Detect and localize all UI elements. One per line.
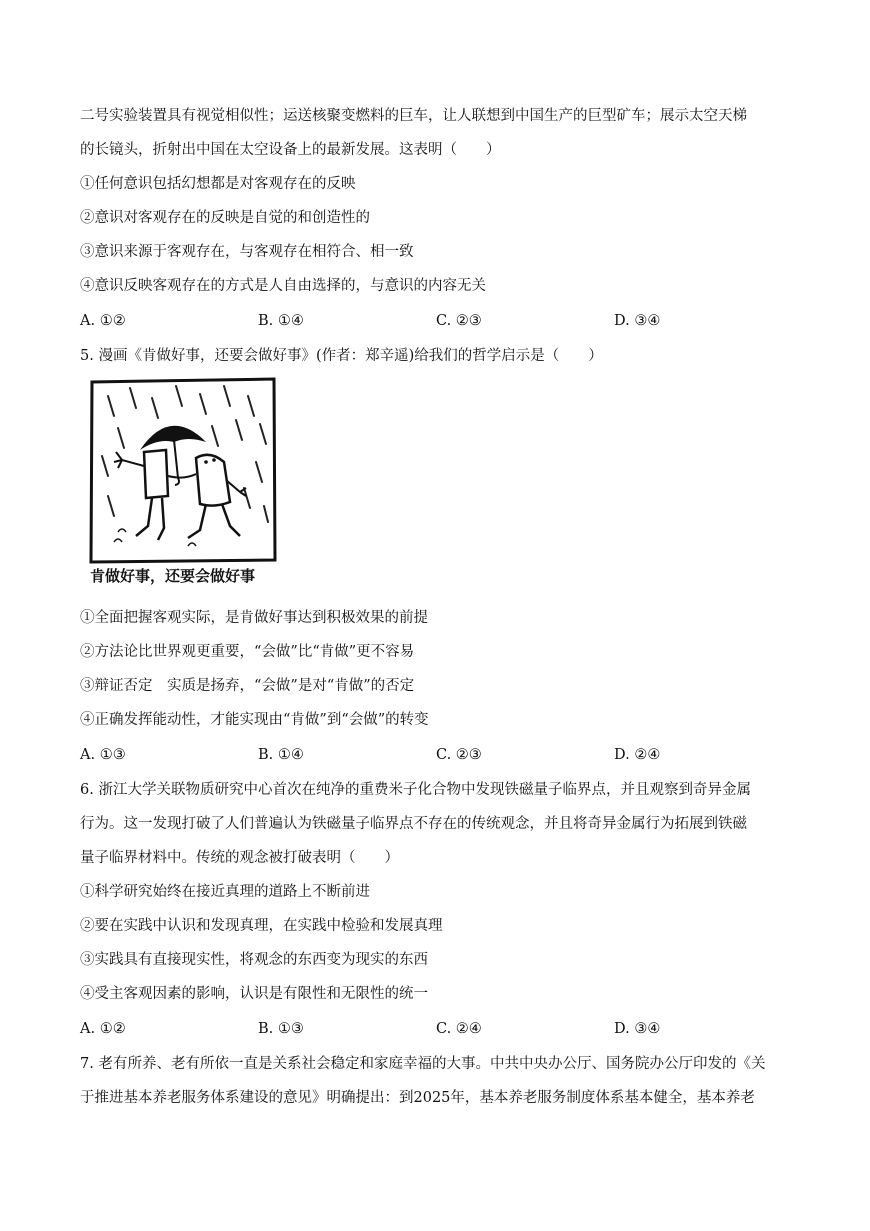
q6-statement-1: ①科学研究始终在接近真理的道路上不断前进 xyxy=(80,884,370,900)
q7-stem-line-2: 于推进基本养老服务体系建设的意见》明确提出：到2025年，基本养老服务制度体系基本健全，基本养老 xyxy=(80,1090,755,1106)
q5-statement-4: ④正确发挥能动性，才能实现由“肯做”到“会做”的转变 xyxy=(80,712,429,728)
q6-stem-line-2: 行为。这一发现打破了人们普遍认为铁磁量子临界点不存在的传统观念，并且将奇异金属行为拓展到铁磁 xyxy=(80,816,747,832)
q6-options xyxy=(80,1019,800,1039)
q5-option-d[interactable]: D. ②④ xyxy=(614,747,661,763)
q4-stem-line-2: 的长镜头，折射出中国在太空设备上的最新发展。这表明（ ） xyxy=(80,142,501,158)
q5-stem: 5. 漫画《肯做好事，还要会做好事》(作者：郑辛遥)给我们的哲学启示是（ ） xyxy=(80,348,603,364)
q5-statement-1: ①全面把握客观实际，是肯做好事达到积极效果的前提 xyxy=(80,610,428,626)
left-figure xyxy=(144,450,168,498)
q4-stem-line-1: 二号实验装置具有视觉相似性；运送核聚变燃料的巨车，让人联想到中国生产的巨型矿车；展示太空天梯 xyxy=(80,108,747,124)
q4-option-a[interactable]: A. ①② xyxy=(80,313,126,329)
q6-statement-2: ②要在实践中认识和发现真理，在实践中检验和发展真理 xyxy=(80,918,443,934)
q4-option-c[interactable]: C. ②③ xyxy=(436,313,482,329)
q6-option-c[interactable]: C. ②④ xyxy=(436,1021,482,1037)
q6-option-d[interactable]: D. ③④ xyxy=(614,1021,661,1037)
q4-statement-1: ①任何意识包括幻想都是对客观存在的反映 xyxy=(80,176,356,192)
q5-options xyxy=(80,745,800,765)
q5-option-c[interactable]: C. ②③ xyxy=(436,747,482,763)
q7-stem-line-1: 7. 老有所养、老有所依一直是关系社会稳定和家庭幸福的大事。中共中央办公厅、国务院办公厅印发的《关 xyxy=(80,1056,766,1072)
q6-option-a[interactable]: A. ①② xyxy=(80,1021,126,1037)
q4-statement-4: ④意识反映客观存在的方式是人自由选择的，与意识的内容无关 xyxy=(80,278,486,294)
cartoon-illustration xyxy=(88,376,278,564)
q5-statement-2: ②方法论比世界观更重要，“会做”比“肯做”更不容易 xyxy=(80,644,415,660)
q6-statement-4: ④受主客观因素的影响，认识是有限性和无限性的统一 xyxy=(80,986,428,1002)
q4-options xyxy=(80,311,800,331)
q6-option-b[interactable]: B. ①③ xyxy=(258,1021,304,1037)
q4-statement-2: ②意识对客观存在的反映是自觉的和创造性的 xyxy=(80,210,370,226)
q5-option-a[interactable]: A. ①③ xyxy=(80,747,126,763)
q4-option-d[interactable]: D. ③④ xyxy=(614,313,661,329)
cartoon-caption: 肯做好事，还要会做好事 xyxy=(90,567,256,585)
q5-option-b[interactable]: B. ①④ xyxy=(258,747,304,763)
cartoon-frame xyxy=(91,379,275,562)
right-figure xyxy=(196,455,230,506)
q4-statement-3: ③意识来源于客观存在，与客观存在相符合、相一致 xyxy=(80,244,414,260)
q6-stem-line-3: 量子临界材料中。传统的观念被打破表明（ ） xyxy=(80,850,399,866)
q5-statement-3: ③辩证否定 实质是扬弃，“会做”是对“肯做”的否定 xyxy=(80,678,415,694)
q4-option-b[interactable]: B. ①④ xyxy=(258,313,304,329)
q6-stem-line-1: 6. 浙江大学关联物质研究中心首次在纯净的重费米子化合物中发现铁磁量子临界点，并且观察到奇异金属 xyxy=(80,782,751,798)
q6-statement-3: ③实践具有直接现实性，将观念的东西变为现实的东西 xyxy=(80,952,428,968)
